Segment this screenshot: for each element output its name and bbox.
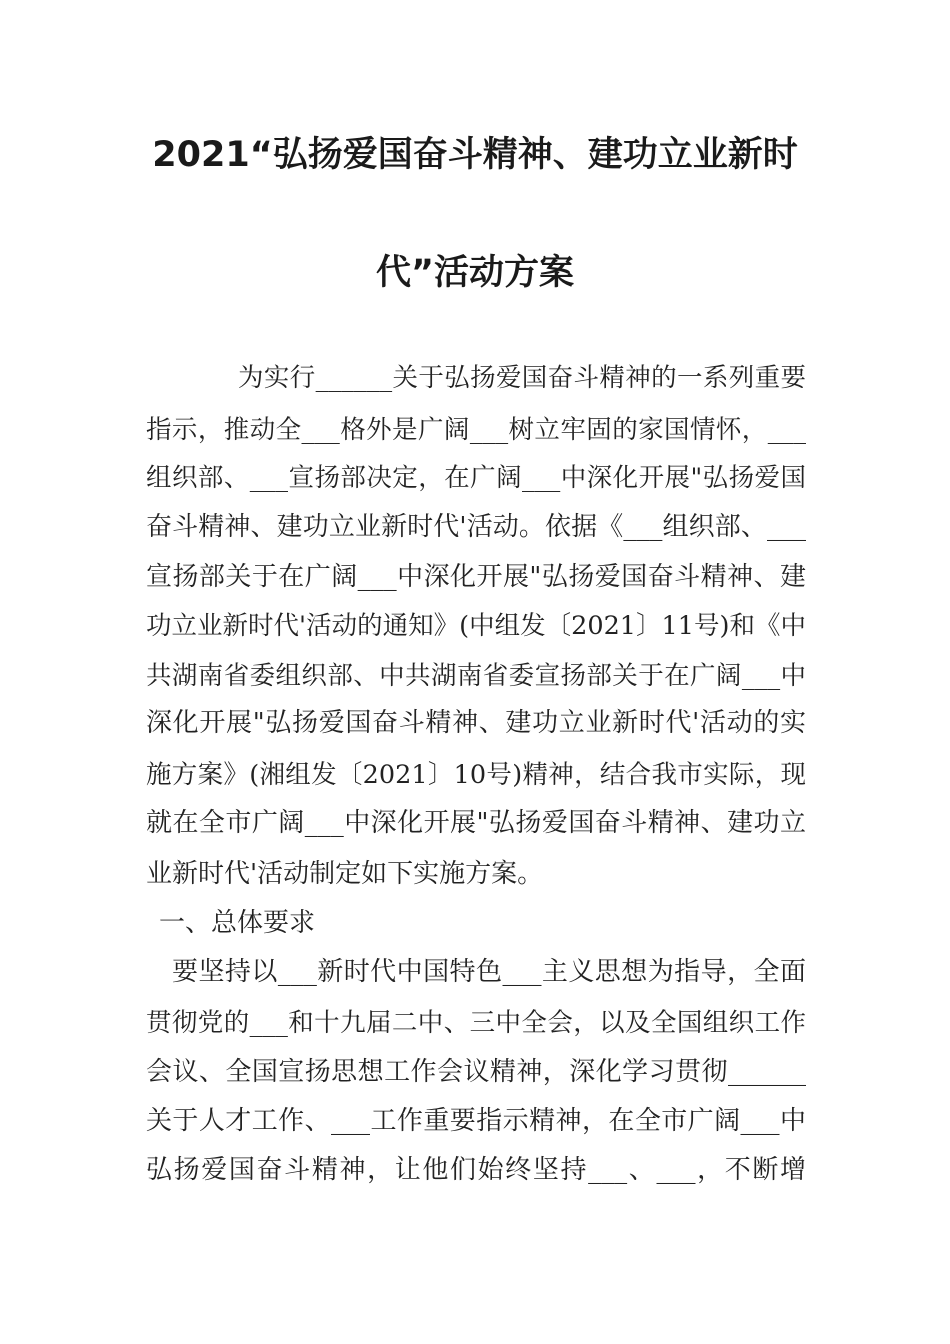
intro-line-8: 深化开展"弘扬爱国奋斗精神、建功立业新时代'活动的实	[146, 708, 806, 738]
intro-line-5: 宣扬部关于在广阔___中深化开展"弘扬爱国奋斗精神、建	[146, 562, 806, 592]
section-line-4: 关于人才工作、___工作重要指示精神，在全市广阔___中	[146, 1106, 806, 1136]
intro-line-10: 就在全市广阔___中深化开展"弘扬爱国奋斗精神、建功立	[146, 808, 806, 838]
document-title-line-1: 2021“弘扬爱国奋斗精神、建功立业新时	[152, 135, 798, 175]
intro-line-7: 共湖南省委组织部、中共湖南省委宣扬部关于在广阔___中	[146, 661, 806, 691]
intro-line-4: 奋斗精神、建功立业新时代'活动。依据《___组织部、___	[146, 512, 806, 542]
document-title-line-2: 代”活动方案	[375, 253, 574, 293]
section-line-1: 要坚持以___新时代中国特色___主义思想为指导，全面	[172, 957, 806, 987]
section-line-5: 弘扬爱国奋斗精神，让他们始终坚持___、___，不断增	[146, 1155, 806, 1185]
intro-line-3: 组织部、___宣扬部决定，在广阔___中深化开展"弘扬爱国	[146, 463, 806, 493]
intro-line-1: 为实行______关于弘扬爱国奋斗精神的一系列重要	[238, 363, 806, 393]
intro-line-2: 指示，推动全___格外是广阔___树立牢固的家国情怀，___	[146, 415, 806, 445]
intro-line-9: 施方案》(湘组发〔2021〕10号)精神，结合我市实际，现	[146, 760, 806, 790]
intro-line-11: 业新时代'活动制定如下实施方案。	[146, 859, 544, 889]
section-line-2: 贯彻党的___和十九届二中、三中全会，以及全国组织工作	[146, 1008, 806, 1038]
intro-line-6: 功立业新时代'活动的通知》(中组发〔2021〕11号)和《中	[146, 611, 806, 641]
section-heading: 一、总体要求	[159, 908, 316, 938]
section-line-3: 会议、全国宣扬思想工作会议精神，深化学习贯彻______	[146, 1057, 806, 1087]
